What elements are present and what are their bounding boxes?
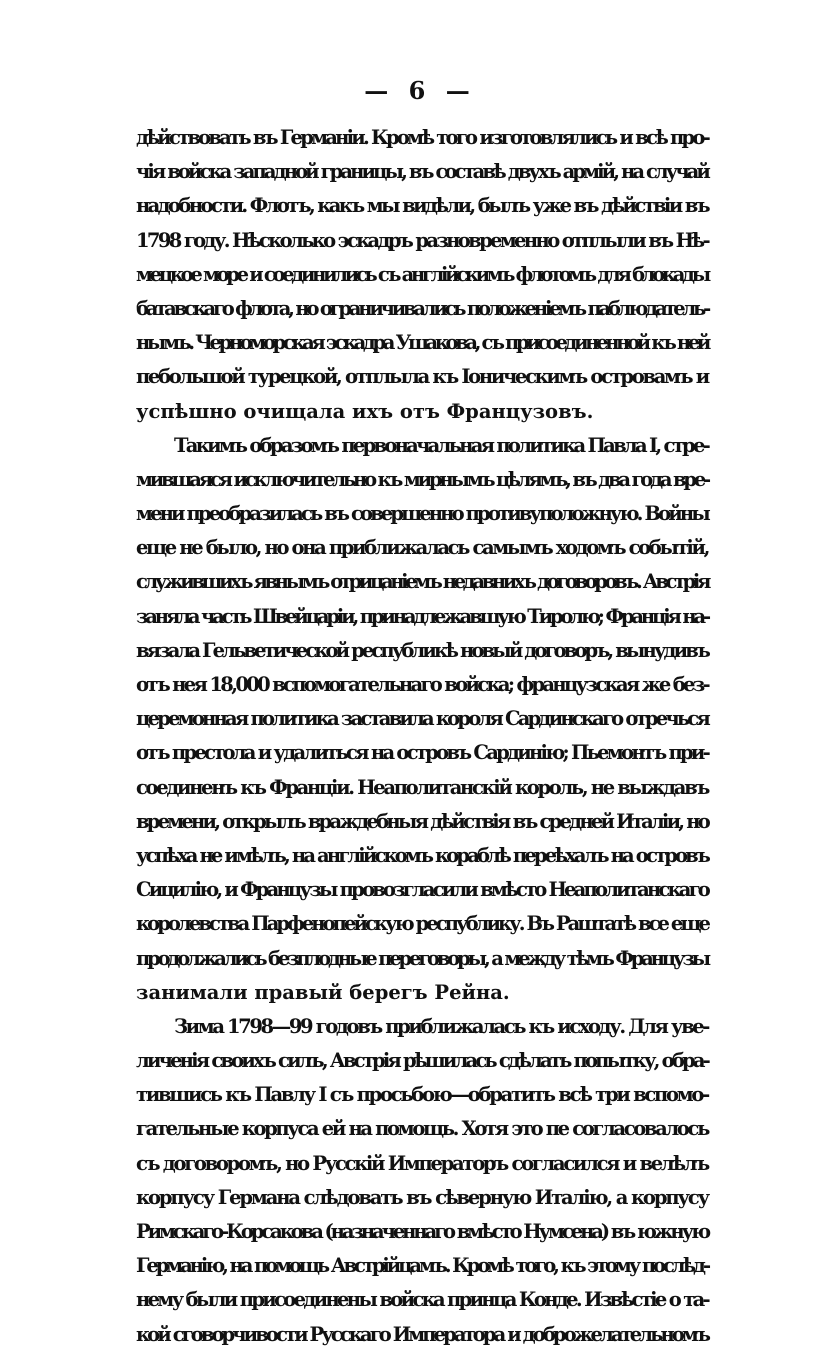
text-line: занимали правый берегъ Рейна. xyxy=(136,980,510,1004)
text-line: Римскаго-Корсакова (назначеннаго вмѣсто Нумсена) въ южную xyxy=(136,1220,708,1243)
text-line: корпусу Германа слѣдовать въ сѣверную Италію, а корпусу xyxy=(136,1185,709,1209)
text-line: чія войска западной границы, въ составѣ двухъ армій, на случай xyxy=(136,160,708,184)
text-line: батавскаго флота, но ограничивались положеніемъ паблюдатель- xyxy=(136,296,708,320)
text-line: кой сговорчивости Русскаго Императора и доброжелательномъ xyxy=(136,1322,709,1346)
text-line: мени преобразилась въ совершенно противуположную. Войны xyxy=(136,502,708,526)
text-line: съ договоромъ, но Русскій Императоръ согласился и велѣлъ xyxy=(136,1151,708,1175)
text-line: королевства Парфенопейскую республику. Въ Раштатѣ все еще xyxy=(136,912,709,936)
text-line: служившихъ явнымъ отрицаніемъ недавнихъ договоровъ. Австрія xyxy=(136,570,708,594)
text-line: продолжались безплодные переговоры, а между тѣмъ Французы xyxy=(136,946,709,970)
text-line: отъ престола и удалиться на островъ Сардинію; Пьемонтъ при- xyxy=(136,741,709,765)
text-line: Германію, на помощь Австрійцамъ. Кромѣ того, къ этому послѣд- xyxy=(136,1254,708,1278)
text-line: личенія своихъ силъ, Австрія рѣшилась сдѣлать попытку, обра- xyxy=(136,1049,708,1073)
paragraph-first-line: Такимъ образомъ первоначальная политика Павла I, стре- xyxy=(174,433,709,457)
text-line: церемонная политика заставила короля Сардинскаго отречься xyxy=(136,707,708,731)
text-line: пебольшой турецкой, отплыла къ Іоническимъ островамъ и xyxy=(136,365,708,389)
body-text xyxy=(136,121,708,1352)
text-line: нымъ. Черноморская эскадра Ушакова, съ присоединенной къ ней xyxy=(136,331,708,355)
page-number: — 6 — xyxy=(364,76,476,105)
text-line: нему были присоединены войска принца Конде. Извѣстіе о та- xyxy=(136,1288,708,1312)
text-line: еще не было, но она приближалась самымъ ходомъ событій, xyxy=(136,536,709,560)
text-line: отъ нея 18,000 вспомогательнаго войска; французская же без- xyxy=(136,673,708,696)
text-line: Сицилію, и Французы провозгласили вмѣсто Неаполитанскаго xyxy=(136,878,708,902)
text-line: успѣха не имѣлъ, на англійскомъ кораблѣ переѣхалъ на островъ xyxy=(136,843,708,867)
text-line: времени, открылъ враждебныя дѣйствія въ средней Италіи, но xyxy=(136,809,709,833)
text-line: вязала Гельветической республикѣ новый договоръ, вынудивъ xyxy=(136,638,709,662)
text-line: 1798 году. Нѣсколько эскадръ разновременно отплыли въ Нѣ- xyxy=(136,228,708,252)
text-line: гательные корпуса ей на помощь. Хотя это пе согласовалось xyxy=(136,1117,708,1141)
text-line: успѣшно очищала ихъ отъ Французовъ. xyxy=(136,399,594,423)
text-line: надобности. Флотъ, какъ мы видѣли, былъ уже въ дѣйствіи въ xyxy=(136,194,708,218)
text-line: заняла часть Швейцаріи, принадлежавшую Тиролю; Франція на- xyxy=(136,604,709,628)
text-line: дѣйствовать въ Германіи. Кромѣ того изготовлялись и всѣ про- xyxy=(136,126,709,149)
text-line: тившись къ Павлу I съ просьбою—обратить всѣ три вспомо- xyxy=(136,1083,708,1107)
paragraph-first-line: Зима 1798—99 годовъ приближалась къ исходу. Для уве- xyxy=(174,1014,708,1038)
text-line: соединенъ къ Франціи. Неаполитанскій король, не выждавъ xyxy=(136,775,708,799)
text-line: мецкое море и соединились съ англійскимъ флотомъ для блокады xyxy=(136,262,708,286)
text-line: мившаяся исключительно къ мирнымъ цѣлямъ, въ два года вре- xyxy=(136,467,708,491)
